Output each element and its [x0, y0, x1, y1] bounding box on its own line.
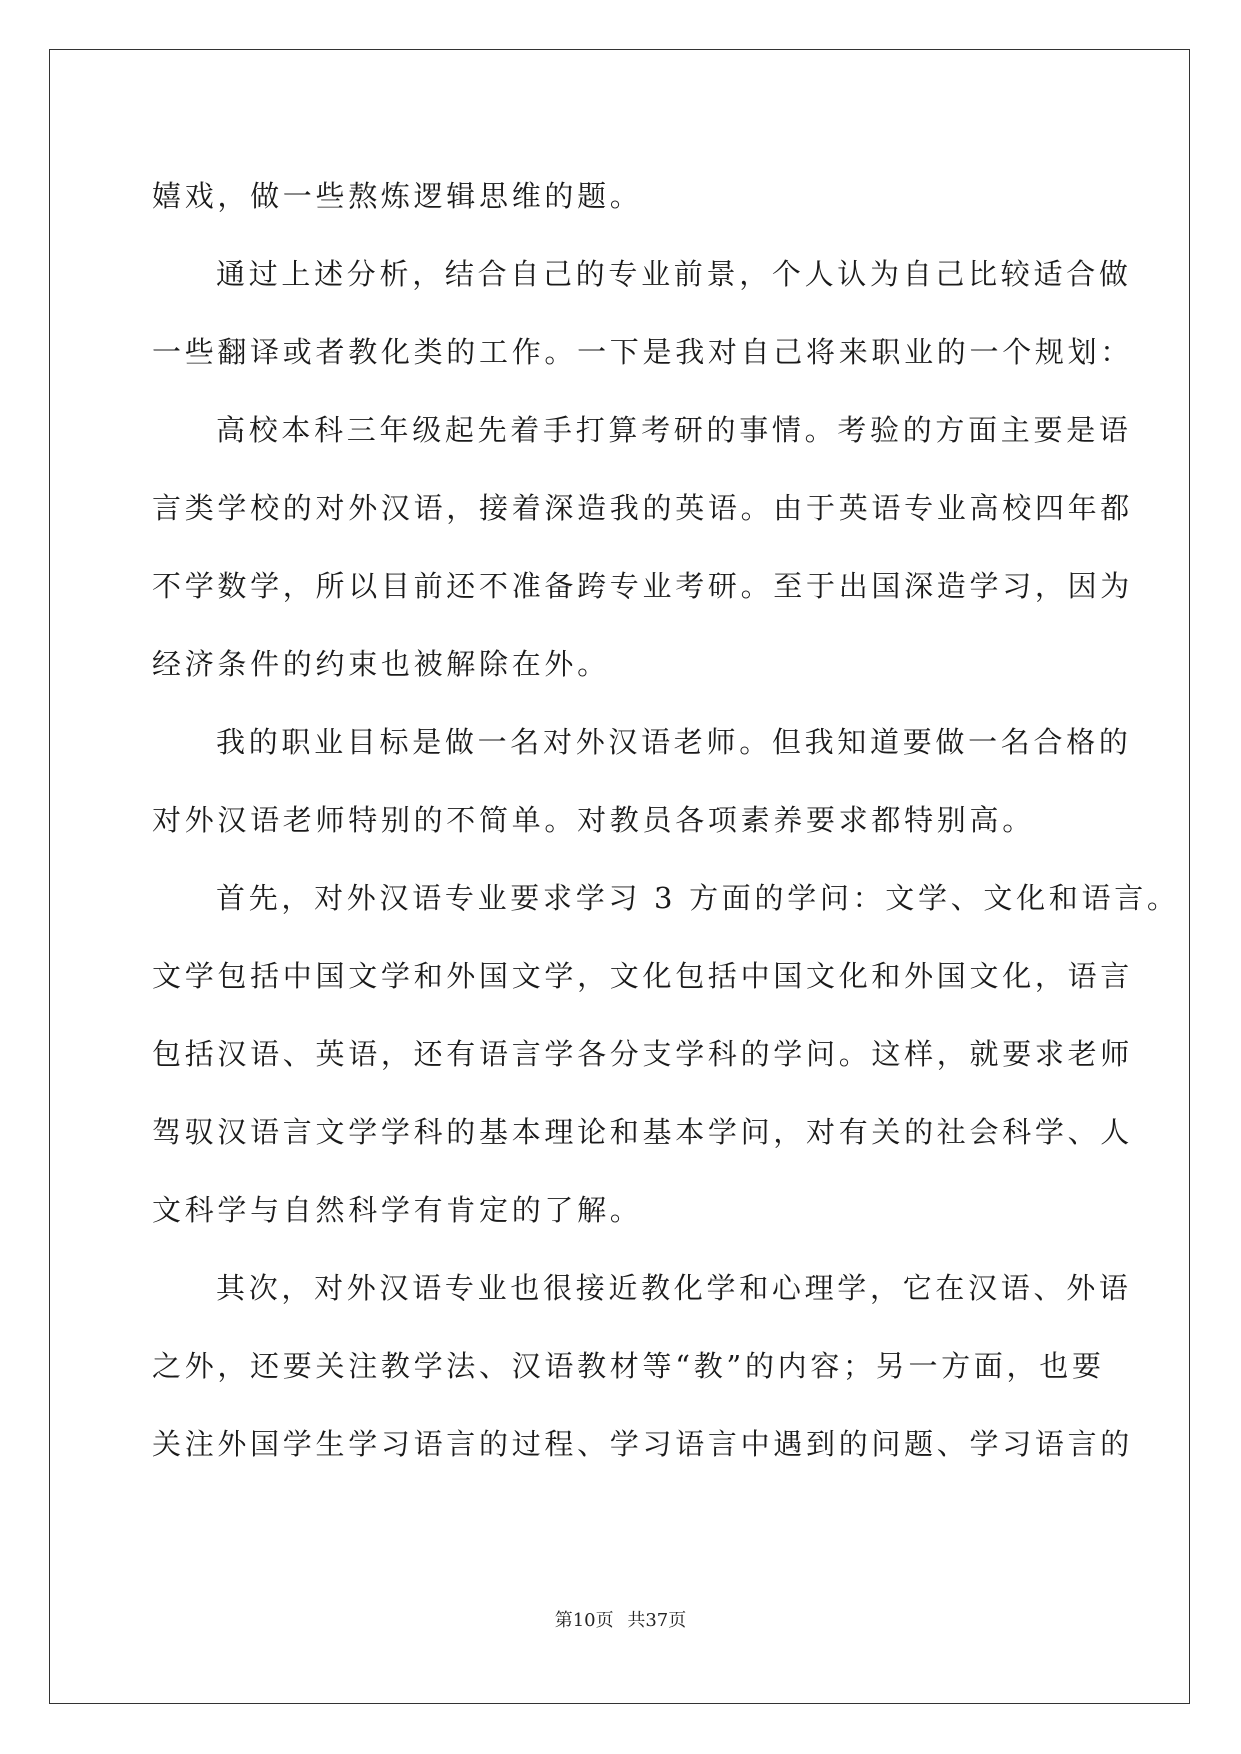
text-line-17: 关注外国学生学习语言的过程、学习语言中遇到的问题、学习语言的: [152, 1427, 1134, 1461]
text-line-16: 之外，还要关注教学法、汉语教材等“教”的内容；另一方面，也要: [152, 1349, 1105, 1383]
text-line-3: 一些翻译或者教化类的工作。一下是我对自己将来职业的一个规划：: [152, 335, 1134, 369]
document-body: [152, 157, 1180, 1483]
text-line-2: 通过上述分析，结合自己的专业前景，个人认为自己比较适合做: [216, 257, 1132, 291]
text-line-5: 言类学校的对外汉语，接着深造我的英语。由于英语专业高校四年都: [152, 491, 1134, 525]
text-line-12: 包括汉语、英语，还有语言学各分支学科的学问。这样，就要求老师: [152, 1037, 1134, 1071]
page-footer: [0, 1606, 1241, 1632]
text-line-8: 我的职业目标是做一名对外汉语老师。但我知道要做一名合格的: [216, 725, 1132, 759]
text-line-7: 经济条件的约束也被解除在外。: [152, 647, 610, 681]
page-number: 第10页: [554, 1610, 614, 1631]
text-line-14: 文科学与自然科学有肯定的了解。: [152, 1193, 643, 1227]
text-line-15: 其次，对外汉语专业也很接近教化学和心理学，它在汉语、外语: [216, 1271, 1132, 1305]
text-line-13: 驾驭汉语言文学学科的基本理论和基本学问，对有关的社会科学、人: [152, 1115, 1134, 1149]
text-line-1: 嬉戏，做一些熬炼逻辑思维的题。: [152, 179, 643, 213]
text-line-11: 文学包括中国文学和外国文学，文化包括中国文化和外国文化，语言: [152, 959, 1134, 993]
text-line-6: 不学数学，所以目前还不准备跨专业考研。至于出国深造学习，因为: [152, 569, 1134, 603]
text-line-9: 对外汉语老师特别的不简单。对教员各项素养要求都特别高。: [152, 803, 1035, 837]
total-pages: 共37页: [627, 1610, 687, 1631]
text-line-4: 高校本科三年级起先着手打算考研的事情。考验的方面主要是语: [216, 413, 1132, 447]
text-line-10: 首先，对外汉语专业要求学习 3 方面的学问：文学、文化和语言。: [216, 881, 1180, 915]
